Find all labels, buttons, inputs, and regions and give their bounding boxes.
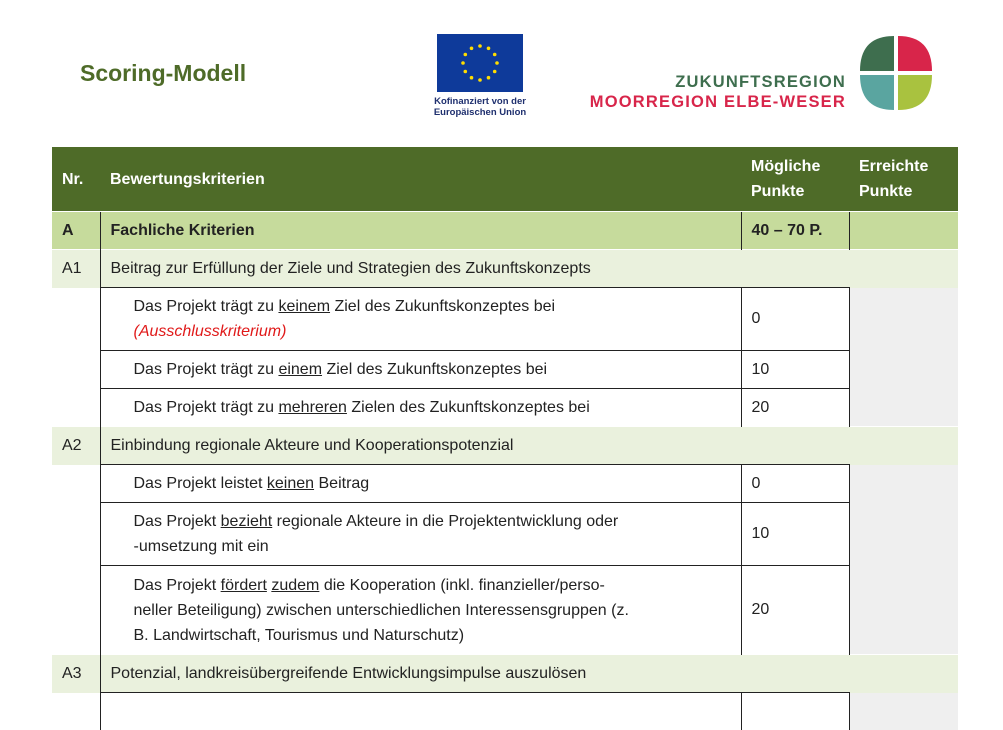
option-points: 0 [741, 465, 849, 503]
option-text: Das Projekt trägt zu einem Ziel des Zukunftskonzeptes bei [100, 351, 741, 389]
table-row [52, 693, 958, 730]
eu-caption-line-1: Kofinanziert von der [430, 96, 530, 107]
criterion-label: Potenzial, landkreisübergreifende Entwicklungsimpulse auszulösen [100, 655, 958, 693]
option-text: Das Projekt leistet keinen Beitrag [100, 465, 741, 503]
section-row-a [52, 212, 958, 250]
achieved-points-cell [849, 465, 958, 655]
option-points: 10 [741, 503, 849, 566]
eu-caption-line-2: Europäischen Union [430, 107, 530, 118]
option-points: 10 [741, 351, 849, 389]
table-row [52, 288, 958, 351]
option-text: Das Projekt trägt zu mehreren Zielen des Zukunftskonzeptes bei [100, 389, 741, 427]
criterion-nr: A3 [52, 655, 100, 693]
column-header-achieved-points: Erreichte Punkte [849, 147, 958, 212]
region-name-line-1: ZUKUNFTSREGION [580, 72, 846, 92]
option-points: 20 [741, 566, 849, 655]
column-header-possible-points: Mögliche Punkte [741, 147, 849, 212]
criterion-nr: A2 [52, 427, 100, 465]
table-row [52, 566, 958, 655]
column-header-criteria: Bewertungskriterien [100, 147, 741, 212]
region-name-line-2: MOORREGION ELBE-WESER [580, 92, 846, 112]
option-text: Das Projekt trägt zu keinem Ziel des Zukunftskonzeptes bei (Ausschlusskriterium) [100, 288, 741, 351]
criterion-row-a1 [52, 250, 958, 288]
table-row [52, 503, 958, 566]
achieved-points-cell [849, 288, 958, 427]
page-title: Scoring-Modell [80, 60, 246, 87]
option-points: 0 [741, 288, 849, 351]
table-row [52, 465, 958, 503]
section-nr: A [52, 212, 100, 250]
table-row [52, 389, 958, 427]
region-wordmark [580, 72, 846, 112]
section-label: Fachliche Kriterien [100, 212, 741, 250]
scoring-table [52, 147, 958, 730]
table-row [52, 351, 958, 389]
region-logo-icon [860, 36, 932, 110]
exclusion-note: (Ausschlusskriterium) [134, 323, 287, 340]
option-text: Das Projekt bezieht regionale Akteure in die Projektentwicklung oder -umsetzung mit ein [100, 503, 741, 566]
criterion-label: Einbindung regionale Akteure und Kooperationspotenzial [100, 427, 958, 465]
section-points: 40 – 70 P. [741, 212, 849, 250]
table-header-row [52, 147, 958, 212]
criterion-row-a3 [52, 655, 958, 693]
eu-flag-icon [437, 34, 523, 92]
option-points: 20 [741, 389, 849, 427]
criterion-label: Beitrag zur Erfüllung der Ziele und Strategien des Zukunftskonzepts [100, 250, 958, 288]
section-achieved [849, 212, 958, 250]
eu-cofunding-logo [430, 34, 530, 118]
option-text: Das Projekt fördert zudem die Kooperation (inkl. finanzieller/perso- neller Beteiligung) zwischen unterschiedlichen Interessensgruppen (z. B. Landwirtschaft, Tourismus und Naturschutz) [100, 566, 741, 655]
criterion-row-a2 [52, 427, 958, 465]
criterion-nr: A1 [52, 250, 100, 288]
column-header-nr: Nr. [52, 147, 100, 212]
